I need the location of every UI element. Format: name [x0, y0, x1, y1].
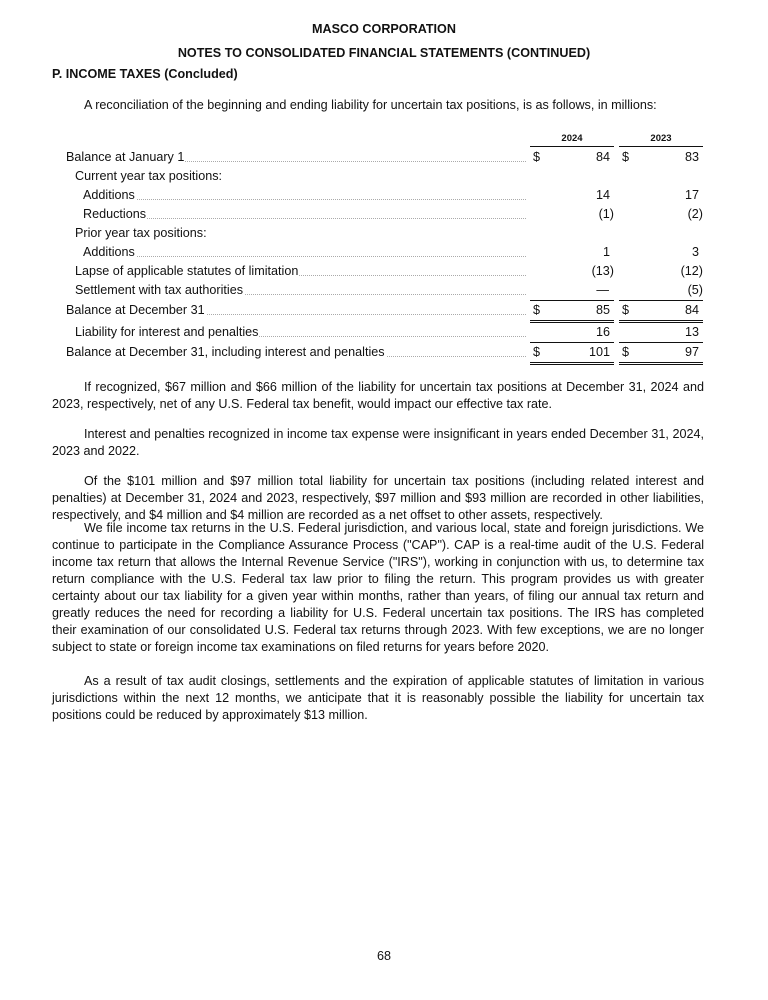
paragraph-tax-returns-cap: We file income tax returns in the U.S. Federal jurisdiction, and various local, state and foreign jurisdictions. We continue to participate in the Compliance Assurance Process ("CAP"). CAP is a real-time audit of the U.S. Federal income tax return that allows the Internal Revenue Service ("IRS"), working in conjunction with us, to determine tax return compliance with the U.S. Federal tax law prior to filing the return. This program provides us with greater certainty about our tax liability for a given year within months, rather than years, of filing our annual tax return and greatly reduces the need for recording a liability for U.S. Federal uncertain tax positions. The IRS has completed their examination of our consolidated U.S. Federal tax returns through 2023. With few exceptions, we are no longer subject to state or foreign income tax examinations on filed returns for years before 2020.	[52, 521, 704, 654]
section-heading: P. INCOME TAXES (Concluded)	[52, 67, 238, 81]
table-row	[66, 224, 706, 243]
value-2024: (13)	[591, 264, 614, 278]
header-rule	[619, 146, 703, 147]
dollar-sign: $	[533, 303, 541, 317]
column-header-2024: 2024	[561, 133, 583, 144]
row-label: Liability for interest and penalties	[75, 325, 259, 339]
row-label: Lapse of applicable statutes of limitation	[75, 264, 299, 278]
value-2024: 1	[602, 245, 610, 259]
paragraph-recognized-impact: If recognized, $67 million and $66 million of the liability for uncertain tax positions at December 31, 2024 and 2023, respectively, net of any U.S. Federal tax benefit, would impact our effective tax rate.	[52, 380, 704, 411]
header-rule	[530, 146, 614, 147]
dollar-sign: $	[622, 150, 630, 164]
row-label: Balance at December 31	[66, 303, 205, 317]
dollar-sign: $	[533, 150, 541, 164]
value-2024: 14	[595, 188, 610, 202]
value-2023: 97	[684, 345, 699, 359]
table-row	[66, 343, 706, 362]
intro-paragraph: A reconciliation of the beginning and ending liability for uncertain tax positions, is as follows, in millions:	[84, 98, 657, 112]
value-2024: —	[596, 283, 609, 297]
company-title: MASCO CORPORATION	[312, 22, 456, 36]
paragraph-interest-penalties: Interest and penalties recognized in income tax expense were insignificant in years ended December 31, 2024, 2023 and 2022.	[52, 427, 704, 458]
table-row	[66, 323, 706, 342]
value-2024: 101	[588, 345, 610, 359]
dollar-sign: $	[622, 345, 630, 359]
value-2023: (5)	[687, 283, 703, 297]
row-label: Reductions	[83, 207, 147, 221]
value-2024: (1)	[598, 207, 614, 221]
table-row	[66, 301, 706, 320]
value-2024: 84	[595, 150, 610, 164]
table-row	[66, 148, 706, 167]
table-row	[66, 243, 706, 262]
table-row	[66, 167, 706, 186]
table-row	[66, 186, 706, 205]
dollar-sign: $	[622, 303, 630, 317]
value-2023: 17	[684, 188, 699, 202]
value-2023: (2)	[687, 207, 703, 221]
table-row	[66, 205, 706, 224]
paragraph-expected-reduction: As a result of tax audit closings, settlements and the expiration of applicable statutes of limitation in various jurisdictions within the next 12 months, we anticipate that it is reasonably possible the liability for uncertain tax positions could be reduced by approximately $13 million.	[52, 674, 704, 722]
value-2023: 3	[691, 245, 699, 259]
value-2024: 85	[595, 303, 610, 317]
page-number: 68	[376, 949, 391, 963]
notes-subtitle: NOTES TO CONSOLIDATED FINANCIAL STATEMENTS (CONTINUED)	[177, 46, 591, 60]
row-label: Settlement with tax authorities	[75, 283, 243, 297]
column-header-2023: 2023	[650, 133, 672, 144]
dollar-sign: $	[533, 345, 541, 359]
row-label: Balance at January 1	[66, 150, 185, 164]
value-2024: 16	[595, 325, 610, 339]
row-label: Prior year tax positions:	[75, 226, 207, 240]
value-2023: 83	[684, 150, 699, 164]
table-row	[66, 262, 706, 281]
row-label: Additions	[83, 188, 135, 202]
row-label: Current year tax positions:	[75, 169, 222, 183]
value-2023: 13	[684, 325, 699, 339]
value-2023: (12)	[680, 264, 703, 278]
row-label: Additions	[83, 245, 135, 259]
paragraph-liability-allocation: Of the $101 million and $97 million total liability for uncertain tax positions (including related interest and penalties) at December 31, 2024 and 2023, respectively, $97 million and $93 million are recorded in other liabilities, respectively, and $4 million and $4 million are recorded as a net offset to other assets, respectively.	[52, 474, 704, 522]
value-2023: 84	[684, 303, 699, 317]
table-row	[66, 281, 706, 300]
row-label: Balance at December 31, including interest and penalties	[66, 345, 385, 359]
